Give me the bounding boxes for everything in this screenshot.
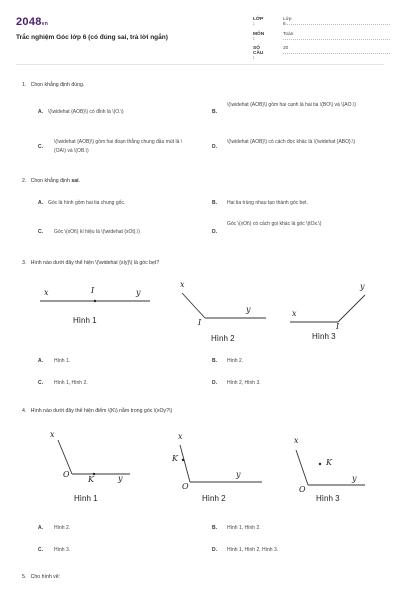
q3-fig3-caption: Hình 3: [312, 332, 336, 341]
option-text: \(\widehat {AOB}\) gồm hai đoạn thẳng chung đầu mút là \(OA\) và \(OB.\): [54, 139, 183, 154]
meta-lop-key: LỚP :: [253, 17, 264, 27]
q4-fig2-ray-x: [180, 445, 190, 482]
option-letter: C.: [38, 547, 43, 553]
meta-mon-value: Toán: [283, 32, 294, 37]
option-text: Góc \(xOt\) có cách gọi khác là góc \(tOx.\): [227, 221, 322, 227]
option-letter: A.: [38, 358, 43, 364]
option-text: Hình 2, Hình 3.: [227, 380, 261, 386]
option-text: Hình 1.: [54, 358, 71, 364]
q4-fig2-y-label: y: [236, 470, 241, 479]
q4-fig3-k-label: K: [326, 458, 332, 467]
q3-fig1-x-label: x: [44, 288, 49, 297]
option-letter: D.: [212, 547, 217, 553]
option-letter: B.: [212, 358, 217, 364]
option-letter: A.: [38, 200, 43, 206]
option-letter: B.: [212, 525, 217, 531]
option-letter: C.: [38, 144, 43, 150]
q4-fig3-caption: Hình 3: [316, 494, 340, 503]
option-letter: D.: [212, 380, 217, 386]
question-4-text: Hình nào dưới đây thể hiện điểm \(K\) nằm trong góc \(xOy?\): [30, 408, 173, 414]
option-text: Hình 2.: [227, 358, 244, 364]
question-2-text-pre: Chọn khẳng định: [30, 178, 72, 184]
q3-fig1-i-label: I: [91, 286, 95, 295]
option-letter: D.: [212, 229, 217, 235]
q4-fig1-caption: Hình 1: [74, 494, 98, 503]
quiz-title: Trắc nghiệm Góc lớp 6 (có đúng sai, trả lời ngắn): [16, 34, 168, 41]
q3-fig1-y-label: y: [136, 288, 141, 297]
q4-fig3-x-label: x: [294, 436, 299, 445]
q4-fig3-ray-x: [296, 450, 308, 485]
option-text: Hai tia trùng nhau tạo thành góc bẹt.: [227, 200, 308, 206]
q4-fig3-o-label: O: [299, 485, 306, 494]
logo-text: 2048: [16, 16, 42, 28]
q3-fig1-caption: Hình 1: [73, 316, 97, 325]
q4-fig1-o-label: O: [63, 470, 70, 479]
option-text: Góc \(xOt\) kí hiệu là \(\widehat {xOt}.\): [54, 229, 140, 235]
option-text: \(\widehat {AOB}\) gồm hai cạnh là hai tia \(BO\) và \(AO.\): [227, 102, 356, 108]
q3-fig2-i-label: I: [198, 318, 202, 327]
q4-fig1-ray-x: [58, 440, 72, 474]
question-1-number: 1.: [22, 82, 27, 88]
option-text: Hình 1, Hình 2.: [54, 380, 88, 386]
option-letter: D.: [212, 144, 217, 150]
option-letter: B.: [212, 200, 217, 206]
question-5-number: 5.: [22, 574, 27, 580]
question-1-text: Chọn khẳng định đúng.: [30, 82, 85, 88]
q4-fig2-k-label: K: [172, 454, 178, 463]
question-2-text-post: .: [78, 178, 80, 184]
option-letter: C.: [38, 229, 43, 235]
q4-fig2-x-label: x: [178, 432, 183, 441]
question-3-text: Hình nào dưới đây thể hiện \(\widehat {xIy}\) là góc bẹt?: [30, 260, 160, 266]
option-text: Hình 1, Hình 2.: [227, 525, 261, 531]
option-text: \(\widehat {AOB}\) có đỉnh là \(O.\): [48, 109, 124, 115]
option-text: Hình 1, Hình 2, Hình 3.: [227, 547, 279, 553]
question-2-text-bold: sai: [71, 178, 79, 184]
q3-fig3-x-label: x: [292, 309, 297, 318]
option-letter: B.: [212, 109, 217, 115]
question-4-number: 4.: [22, 408, 27, 414]
meta-lop-value: Lớp 6: [283, 17, 292, 27]
option-text: Hình 3.: [54, 547, 71, 553]
meta-mon-key: MÔN :: [253, 32, 265, 42]
q3-fig2-y-label: y: [246, 305, 251, 314]
q4-fig1-x-label: x: [50, 430, 55, 439]
option-letter: A.: [38, 525, 43, 531]
q4-fig3-y-label: y: [352, 474, 357, 483]
option-text: \(\widehat {AOB}\) có cách đọc khác là \(\widehat {ABO}.\): [227, 139, 356, 145]
question-5: [22, 574, 60, 580]
q3-fig2-caption: Hình 2: [211, 334, 235, 343]
q3-fig3-y-label: y: [360, 282, 365, 291]
q4-fig2-point-k: [182, 459, 184, 461]
question-5-text: Cho hình vẽ:: [30, 574, 61, 580]
q4-fig1-y-label: y: [118, 474, 123, 483]
q3-fig2-x-label: x: [180, 280, 185, 289]
option-text: Hình 2.: [54, 525, 71, 531]
q4-fig2-o-label: O: [182, 482, 189, 491]
q4-fig1-k-label: K: [88, 475, 94, 484]
question-2-number: 2.: [22, 178, 27, 184]
question-3-number: 3.: [22, 260, 27, 266]
meta-socau-value: 20: [283, 46, 289, 51]
option-text: Góc là hình gồm hai tia chung gốc.: [48, 200, 126, 206]
option-letter: C.: [38, 380, 43, 386]
q4-fig2-caption: Hình 2: [202, 494, 226, 503]
logo-suffix: vn: [41, 21, 49, 27]
meta-socau-key: SỐ CÂU :: [253, 46, 264, 61]
q4-fig3-point-k: [319, 463, 321, 465]
q3-fig3-i-label: I: [336, 322, 340, 331]
option-letter: A.: [38, 109, 43, 115]
